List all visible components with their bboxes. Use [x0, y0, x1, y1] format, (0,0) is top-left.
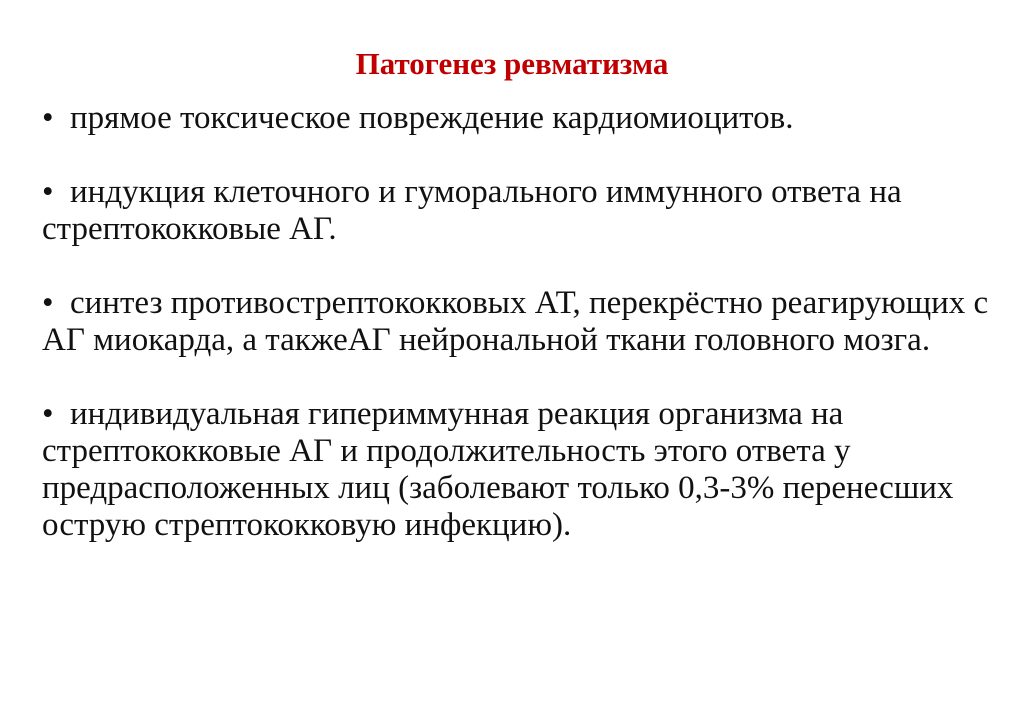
bullet-list	[42, 100, 992, 581]
bullet-marker: •	[42, 174, 54, 210]
bullet-text: прямое токсическое повреждение кардиомиоцитов.	[70, 100, 794, 136]
bullet-marker: •	[42, 100, 54, 136]
bullet-text: индивидуальная гипериммунная реакция организма на стрептококковые АГ и продолжительность этого ответа у предрасположенных лиц (заболевают только 0,3-3% перенесших острую стрептококковую инфекцию).	[42, 396, 954, 543]
bullet-item-hyperimmune-reaction	[42, 396, 992, 544]
bullet-text: индукция клеточного и гуморального иммунного ответа на стрептококковые АГ.	[42, 174, 902, 247]
bullet-item-immune-induction	[42, 174, 992, 248]
bullet-marker: •	[42, 285, 54, 321]
bullet-item-antibody-synthesis	[42, 285, 992, 359]
bullet-marker: •	[42, 396, 54, 432]
bullet-text: синтез противострептококковых АТ, перекрёстно реагирующих с АГ миокарда, а такжеАГ нейрональной ткани головного мозга.	[42, 285, 989, 358]
bullet-item-toxic-damage	[42, 100, 992, 137]
slide-title: Патогенез ревматизма	[355, 46, 669, 81]
